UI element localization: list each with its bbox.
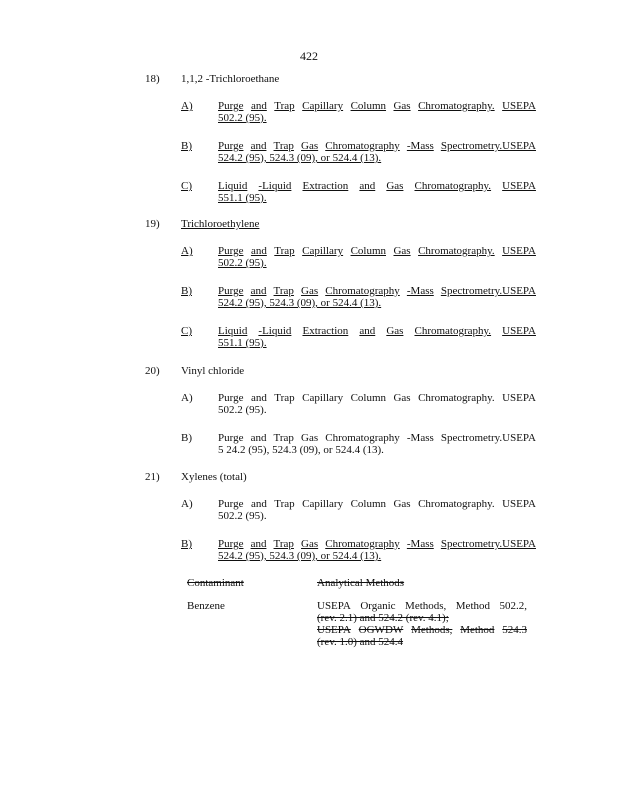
methods-word: USEPA bbox=[317, 624, 351, 636]
method-word: USEPA bbox=[502, 245, 536, 257]
method-word: -Mass bbox=[406, 432, 434, 444]
method-description bbox=[218, 392, 536, 416]
method-word: Gas bbox=[301, 140, 319, 152]
methods-word: Methods, bbox=[411, 624, 453, 636]
methods-word: USEPA bbox=[317, 600, 351, 612]
method-word: USEPA bbox=[502, 392, 536, 404]
method-word: Chromatography. bbox=[418, 100, 495, 112]
method-word: Chromatography. bbox=[418, 392, 495, 404]
method-line-2: 524.2 (95), 524.3 (09), or 524.4 (13). bbox=[218, 550, 382, 562]
method-word: Purge bbox=[218, 538, 244, 550]
table-cell-methods bbox=[317, 600, 527, 648]
method-word: and bbox=[359, 325, 376, 337]
methods-word: Method bbox=[455, 600, 491, 612]
section-title: Trichloroethylene bbox=[181, 218, 260, 230]
method-word: and bbox=[250, 245, 267, 257]
method-description bbox=[218, 498, 536, 522]
method-word: Trap bbox=[274, 245, 295, 257]
method-word: Gas bbox=[393, 392, 411, 404]
item-letter: A) bbox=[181, 245, 193, 257]
method-word: Gas bbox=[301, 285, 319, 297]
method-word: Spectrometry.USEPA bbox=[440, 285, 536, 297]
methods-word: 502.2, bbox=[499, 600, 527, 612]
method-line-1 bbox=[218, 285, 536, 297]
method-word: Trap bbox=[274, 498, 295, 510]
method-word: USEPA bbox=[502, 325, 536, 337]
section-number: 18) bbox=[145, 73, 160, 85]
method-word: Gas bbox=[386, 325, 404, 337]
method-word: Spectrometry.USEPA bbox=[440, 538, 536, 550]
method-word: Chromatography bbox=[325, 538, 400, 550]
table-header-methods: Analytical Methods bbox=[317, 577, 405, 589]
method-line-1 bbox=[218, 100, 536, 112]
item-letter: B) bbox=[181, 432, 192, 444]
method-word: USEPA bbox=[502, 498, 536, 510]
method-word: Gas bbox=[301, 538, 319, 550]
section-title: Vinyl chloride bbox=[181, 365, 245, 377]
method-word: Column bbox=[350, 100, 387, 112]
item-letter: C) bbox=[181, 180, 192, 192]
method-word: Chromatography bbox=[325, 285, 400, 297]
method-description bbox=[218, 100, 536, 124]
method-word: and bbox=[250, 392, 267, 404]
method-word: Chromatography. bbox=[418, 245, 495, 257]
method-line-1 bbox=[218, 392, 536, 404]
item-letter: A) bbox=[181, 100, 193, 112]
method-word: Gas bbox=[393, 245, 411, 257]
method-word: Chromatography bbox=[325, 140, 400, 152]
method-word: Liquid bbox=[218, 325, 248, 337]
method-word: -Mass bbox=[406, 538, 434, 550]
method-word: Chromatography. bbox=[418, 498, 495, 510]
method-word: and bbox=[250, 285, 267, 297]
method-word: Purge bbox=[218, 100, 244, 112]
method-word: Spectrometry.USEPA bbox=[440, 432, 536, 444]
method-line-2: 5 24.2 (95), 524.3 (09), or 524.4 (13). bbox=[218, 444, 384, 456]
methods-word: Method bbox=[460, 624, 495, 636]
item-letter: B) bbox=[181, 285, 192, 297]
method-description bbox=[218, 325, 536, 349]
method-word: Column bbox=[350, 498, 387, 510]
method-line-1 bbox=[218, 245, 536, 257]
method-word: and bbox=[250, 140, 267, 152]
methods-word: Methods, bbox=[405, 600, 447, 612]
method-word: Purge bbox=[218, 498, 244, 510]
method-word: -Liquid bbox=[258, 325, 292, 337]
method-line-2: 502.2 (95). bbox=[218, 404, 267, 416]
method-line-2: 502.2 (95). bbox=[218, 112, 267, 124]
page-number: 422 bbox=[300, 49, 318, 63]
method-word: Purge bbox=[218, 140, 244, 152]
method-word: USEPA bbox=[502, 180, 536, 192]
section-number: 20) bbox=[145, 365, 160, 377]
methods-line-4: (rev. 1.0) and 524.4 bbox=[317, 636, 404, 648]
method-word: Gas bbox=[386, 180, 404, 192]
methods-word: 524.3 bbox=[502, 624, 527, 636]
table-header-contaminant: Contaminant bbox=[187, 577, 244, 589]
method-word: Extraction bbox=[302, 180, 349, 192]
section-number: 21) bbox=[145, 471, 160, 483]
method-word: and bbox=[250, 100, 267, 112]
method-word: Purge bbox=[218, 432, 244, 444]
method-word: Capillary bbox=[302, 392, 344, 404]
method-word: -Mass bbox=[406, 140, 434, 152]
method-line-2: 551.1 (95). bbox=[218, 192, 267, 204]
method-description bbox=[218, 245, 536, 269]
methods-line-3 bbox=[317, 624, 527, 636]
method-word: Chromatography bbox=[325, 432, 400, 444]
section-title: Xylenes (total) bbox=[181, 471, 247, 483]
method-word: Chromatography. bbox=[414, 325, 492, 337]
method-word: Gas bbox=[393, 100, 411, 112]
method-word: Chromatography. bbox=[414, 180, 492, 192]
methods-word: Organic bbox=[360, 600, 396, 612]
methods-line-1 bbox=[317, 600, 527, 612]
item-letter: C) bbox=[181, 325, 192, 337]
method-line-1 bbox=[218, 498, 536, 510]
method-word: Trap bbox=[273, 140, 294, 152]
method-word: Capillary bbox=[302, 100, 344, 112]
method-line-1 bbox=[218, 140, 536, 152]
method-word: Purge bbox=[218, 392, 244, 404]
method-word: Column bbox=[350, 245, 387, 257]
section-number: 19) bbox=[145, 218, 160, 230]
method-word: -Mass bbox=[406, 285, 434, 297]
method-line-1 bbox=[218, 325, 536, 337]
method-word: Trap bbox=[274, 100, 295, 112]
method-word: USEPA bbox=[502, 100, 536, 112]
method-word: and bbox=[359, 180, 376, 192]
method-line-1 bbox=[218, 180, 536, 192]
method-line-2: 524.2 (95), 524.3 (09), or 524.4 (13). bbox=[218, 152, 382, 164]
method-word: Trap bbox=[273, 432, 294, 444]
method-line-2: 551.1 (95). bbox=[218, 337, 267, 349]
methods-word: OGWDW bbox=[358, 624, 404, 636]
item-letter: A) bbox=[181, 392, 193, 404]
method-line-1 bbox=[218, 538, 536, 550]
methods-line-2: (rev. 2.1) and 524.2 (rev. 4.1); bbox=[317, 612, 449, 624]
method-word: Trap bbox=[273, 538, 294, 550]
method-word: Column bbox=[350, 392, 387, 404]
method-word: Extraction bbox=[302, 325, 349, 337]
method-word: Spectrometry.USEPA bbox=[440, 140, 536, 152]
section-title: 1,1,2 -Trichloroethane bbox=[181, 73, 280, 85]
method-description bbox=[218, 140, 536, 164]
method-word: Purge bbox=[218, 245, 244, 257]
method-description bbox=[218, 538, 536, 562]
method-word: Gas bbox=[393, 498, 411, 510]
method-word: and bbox=[250, 538, 267, 550]
item-letter: B) bbox=[181, 140, 192, 152]
method-word: Trap bbox=[274, 392, 295, 404]
method-word: and bbox=[250, 498, 267, 510]
method-word: -Liquid bbox=[258, 180, 292, 192]
item-letter: B) bbox=[181, 538, 192, 550]
method-word: Capillary bbox=[302, 245, 344, 257]
method-line-1 bbox=[218, 432, 536, 444]
method-word: Gas bbox=[301, 432, 319, 444]
method-description bbox=[218, 432, 536, 456]
method-word: Purge bbox=[218, 285, 244, 297]
method-line-2: 502.2 (95). bbox=[218, 257, 267, 269]
method-word: Liquid bbox=[218, 180, 248, 192]
method-word: and bbox=[250, 432, 267, 444]
method-word: Trap bbox=[273, 285, 294, 297]
method-description bbox=[218, 180, 536, 204]
method-description bbox=[218, 285, 536, 309]
item-letter: A) bbox=[181, 498, 193, 510]
method-word: Capillary bbox=[302, 498, 344, 510]
method-line-2: 502.2 (95). bbox=[218, 510, 267, 522]
table-cell-contaminant: Benzene bbox=[187, 600, 225, 612]
method-line-2: 524.2 (95), 524.3 (09), or 524.4 (13). bbox=[218, 297, 382, 309]
